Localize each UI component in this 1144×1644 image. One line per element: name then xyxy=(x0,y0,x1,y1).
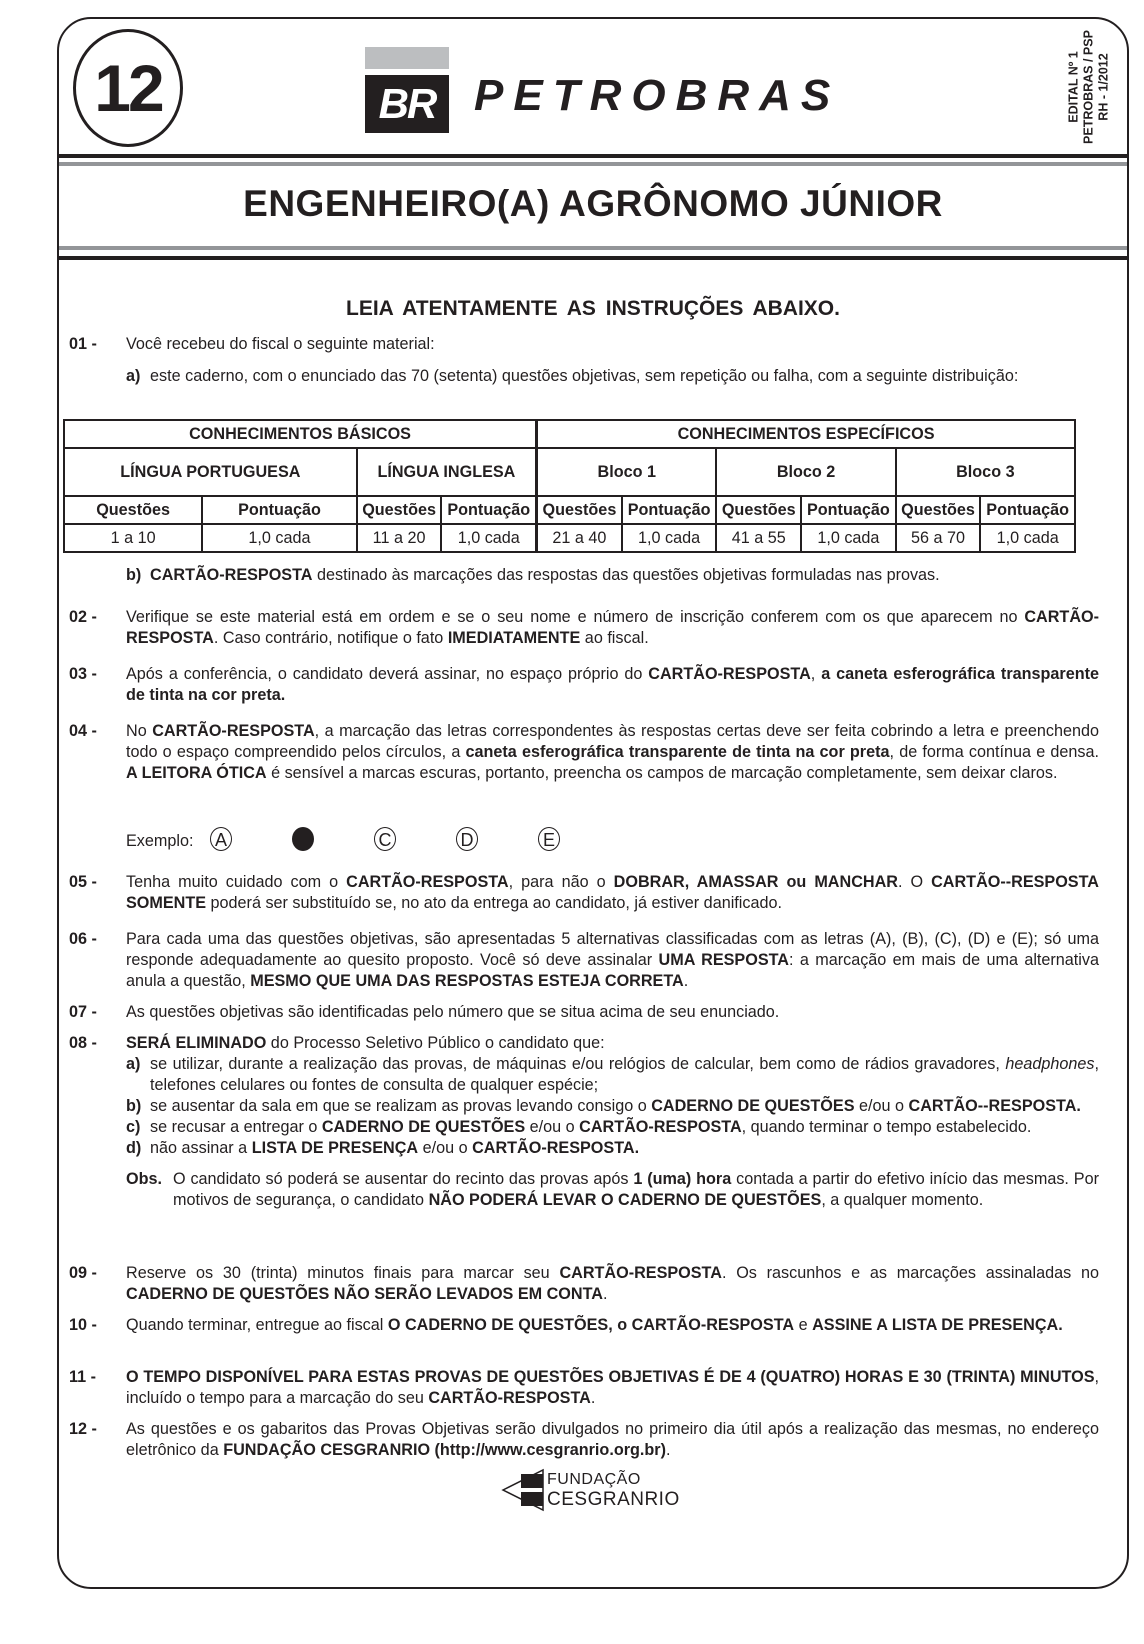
item-number: 12 - xyxy=(69,1420,97,1438)
text: , de forma contínua e densa. xyxy=(889,743,1099,761)
table-cell: 41 a 55 xyxy=(716,524,801,552)
group-header: CONHECIMENTOS BÁSICOS xyxy=(64,420,537,448)
sub-label: c) xyxy=(126,1118,141,1136)
text: Reserve os 30 (trinta) minutos finais para marcar seu xyxy=(126,1264,560,1282)
text: se recusar a entregar o xyxy=(150,1118,322,1136)
instruction-07 xyxy=(69,1002,1099,1023)
text: se ausentar da sala em que se realizam as provas levando consigo o xyxy=(150,1097,652,1115)
logo-grey-bar xyxy=(365,47,449,69)
col-header: Pontuação xyxy=(801,496,896,524)
option-b-filled-icon xyxy=(292,827,314,851)
bold-text: A LEITORA ÓTICA xyxy=(126,764,267,782)
instruction-08 xyxy=(69,1033,1099,1211)
instructions-heading: LEIA ATENTAMENTE AS INSTRUÇÕES ABAIXO. xyxy=(346,297,840,320)
obs-label: Obs. xyxy=(126,1170,162,1188)
text: , telefones celulares ou fontes de consulta de qualquer espécie; xyxy=(150,1055,1099,1094)
text: O candidato só poderá se ausentar do recinto das provas após xyxy=(173,1170,634,1188)
bold-text: LISTA DE PRESENÇA xyxy=(251,1139,419,1157)
text: . Os rascunhos e as marcações assinaladas no xyxy=(721,1264,1099,1282)
edital-line-3: RH - 1/2012 xyxy=(1096,53,1111,121)
bold-text: FUNDAÇÃO CESGRANRIO (http://www.cesgranrio.org.br) xyxy=(223,1441,666,1459)
item-number: 06 - xyxy=(69,930,97,948)
col-header: Questões xyxy=(64,496,202,524)
table-cell: 1,0 cada xyxy=(202,524,357,552)
option-c-icon: C xyxy=(374,827,396,851)
sub-label: a) xyxy=(126,367,141,385)
text: Após a conferência, o candidato deverá assinar, no espaço próprio do xyxy=(126,665,649,683)
sub-label: a) xyxy=(126,1055,141,1073)
text: Para cada uma das questões objetivas, são apresentadas 5 alternativas classificadas com as letras (A), (B), (C), (D) e (E); só uma responde adequadamente ao quesito proposto. Você só deve assinalar xyxy=(126,930,1099,969)
col-header: Pontuação xyxy=(980,496,1075,524)
text: . xyxy=(590,1389,596,1407)
page-title: ENGENHEIRO(A) AGRÔNOMO JÚNIOR xyxy=(243,183,943,224)
text: : a marcação em mais de uma alternativa anula a questão, xyxy=(126,951,1099,990)
bold-text: MESMO QUE UMA DAS RESPOSTAS ESTEJA CORRETA xyxy=(250,972,684,990)
instruction-06 xyxy=(69,929,1099,992)
text: e/ou o xyxy=(525,1118,580,1136)
bold-text: CARTÃO-RESPOSTA xyxy=(126,608,1099,647)
text: , xyxy=(810,665,822,683)
item-number: 01 - xyxy=(69,335,97,353)
col-header: Questões xyxy=(357,496,442,524)
option-d-icon: D xyxy=(456,827,478,851)
text: . xyxy=(665,1441,671,1459)
text: ao fiscal. xyxy=(580,629,649,647)
edital-line-2: PETROBRAS / PSP xyxy=(1081,30,1096,144)
petrobras-logo-icon xyxy=(365,47,449,133)
text: Quando terminar, entregue ao fiscal xyxy=(126,1316,388,1334)
table-cell: 11 a 20 xyxy=(357,524,442,552)
text: poderá ser substituído se, no ato da entrega ao candidato, já estiver danificado. xyxy=(206,894,782,912)
text: , a marcação das letras correspondentes às respostas certas deve ser feita cobrindo a letra e preenchendo todo o espaço compreendido pelos círculos, a xyxy=(126,722,1099,761)
item-number: 11 - xyxy=(69,1368,96,1386)
subject-header: Bloco 1 xyxy=(537,448,717,496)
italic-text: headphones xyxy=(1005,1055,1095,1073)
group-header: CONHECIMENTOS ESPECÍFICOS xyxy=(537,420,1075,448)
col-header: Pontuação xyxy=(622,496,717,524)
instruction-01 xyxy=(69,334,1099,387)
item-number: 02 - xyxy=(69,608,97,626)
table-cell: 1,0 cada xyxy=(801,524,896,552)
sub-text: este caderno, com o enunciado das 70 (setenta) questões objetivas, sem repetição ou falha, com a seguinte distribuição: xyxy=(150,367,1019,385)
bold-text: CARTÃO-RESPOSTA xyxy=(559,1264,722,1282)
col-header: Pontuação xyxy=(202,496,357,524)
text: . Caso contrário, notifique o fato xyxy=(213,629,448,647)
sub-label: b) xyxy=(126,1097,142,1115)
cesgranrio-logo xyxy=(501,1468,680,1516)
bold-text: ASSINE A LISTA DE PRESENÇA. xyxy=(812,1316,1063,1334)
item-text: Você recebeu do fiscal o seguinte material: xyxy=(126,335,435,353)
page-frame xyxy=(57,17,1129,1589)
col-header: Questões xyxy=(537,496,622,524)
answer-example xyxy=(126,827,626,855)
instruction-05 xyxy=(69,872,1099,914)
text: do Processo Seletivo Público o candidato que: xyxy=(266,1034,605,1052)
bold-text: DOBRAR, AMASSAR ou MANCHAR xyxy=(613,873,898,891)
bold-text: CADERNO DE QUESTÕES xyxy=(321,1118,526,1136)
bold-text: CADERNO DE QUESTÕES xyxy=(651,1097,855,1115)
footer-line-2: CESGRANRIO xyxy=(547,1489,680,1510)
instruction-02 xyxy=(69,607,1099,649)
caderno-number-badge xyxy=(73,29,183,147)
table-cell: 1 a 10 xyxy=(64,524,202,552)
bold-text: CARTÃO--RESPOSTA SOMENTE xyxy=(126,873,1099,912)
instruction-04 xyxy=(69,721,1099,784)
table-cell: 1,0 cada xyxy=(980,524,1075,552)
col-header: Questões xyxy=(716,496,801,524)
instruction-03 xyxy=(69,664,1099,706)
table-cell: 21 a 40 xyxy=(537,524,622,552)
col-header: Questões xyxy=(896,496,981,524)
bold-text: a caneta esferográfica transparente de tinta na cor preta. xyxy=(126,665,1099,704)
bold-text: CADERNO DE QUESTÕES NÃO SERÃO LEVADOS EM CONTA xyxy=(126,1285,603,1303)
edital-line-1: EDITAL Nº 1 xyxy=(1066,51,1081,123)
sub-label: d) xyxy=(126,1139,142,1157)
text: , quando terminar o tempo estabelecido. xyxy=(741,1118,1032,1136)
subject-header: LÍNGUA PORTUGUESA xyxy=(64,448,357,496)
text: , a qualquer momento. xyxy=(821,1191,984,1209)
bold-text: CARTÃO-RESPOSTA xyxy=(428,1389,591,1407)
item-number: 04 - xyxy=(69,722,97,740)
text: . xyxy=(602,1285,608,1303)
option-a-icon: A xyxy=(210,827,232,851)
bold-text: CARTÃO-RESPOSTA xyxy=(152,722,315,740)
subject-header: Bloco 2 xyxy=(716,448,895,496)
bold-text: CARTÃO-RESPOSTA. xyxy=(472,1139,640,1157)
instruction-01b xyxy=(69,565,1099,586)
bold-text: CARTÃO-RESPOSTA xyxy=(346,873,509,891)
item-number: 10 - xyxy=(69,1316,97,1334)
text: se utilizar, durante a realização das provas, de máquinas e/ou relógios de calcular, bem como de rádios gravadores, xyxy=(150,1055,1006,1073)
instruction-09 xyxy=(69,1263,1099,1305)
table-cell: 1,0 cada xyxy=(441,524,536,552)
text: Tenha muito cuidado com o xyxy=(126,873,347,891)
sub-label: b) xyxy=(126,566,142,584)
instruction-12 xyxy=(69,1419,1099,1461)
subject-header: LÍNGUA INGLESA xyxy=(357,448,537,496)
bold-text: O TEMPO DISPONÍVEL PARA ESTAS PROVAS DE QUESTÕES OBJETIVAS É DE 4 (QUATRO) HORAS E 30 (TRINTA) MINUTOS xyxy=(126,1368,1095,1386)
text: . O xyxy=(897,873,932,891)
cesgranrio-arrow-icon xyxy=(501,1468,545,1512)
table-cell: 1,0 cada xyxy=(622,524,717,552)
bold-text: caneta esferográfica transparente de tinta na cor preta xyxy=(465,743,890,761)
example-label: Exemplo: xyxy=(126,832,194,850)
text: No xyxy=(126,722,153,740)
bold-text: SERÁ ELIMINADO xyxy=(126,1034,267,1052)
bold-text: O CADERNO DE QUESTÕES, o CARTÃO-RESPOSTA xyxy=(387,1316,795,1334)
item-text: As questões objetivas são identificadas pelo número que se situa acima de seu enunciado. xyxy=(126,1003,780,1021)
footer-line-1: FUNDAÇÃO xyxy=(547,1471,641,1488)
item-number: 08 - xyxy=(69,1034,97,1052)
col-header: Pontuação xyxy=(441,496,536,524)
item-number: 05 - xyxy=(69,873,97,891)
bold-text: 1 (uma) hora xyxy=(633,1170,732,1188)
text: , incluído o tempo para a marcação do seu xyxy=(126,1368,1099,1407)
sub-text: destinado às marcações das respostas das questões objetivas formuladas nas provas. xyxy=(312,566,940,584)
text: não assinar a xyxy=(150,1139,252,1157)
divider xyxy=(59,162,1127,166)
text: é sensível a marcas escuras, portanto, preencha os campos de marcação completamente, sem deixar claros. xyxy=(266,764,1058,782)
edital-label xyxy=(1061,23,1117,151)
divider xyxy=(59,154,1127,158)
text: . xyxy=(683,972,689,990)
text: As questões e os gabaritos das Provas Objetivas serão divulgados no primeiro dia útil após a realização das mesmas, no endereço eletrônico da xyxy=(126,1420,1099,1459)
item-number: 03 - xyxy=(69,665,97,683)
bold-text: IMEDIATAMENTE xyxy=(447,629,581,647)
item-number: 09 - xyxy=(69,1264,97,1282)
subject-header: Bloco 3 xyxy=(896,448,1075,496)
text: Verifique se este material está em ordem e se o seu nome e número de inscrição conferem com os que aparecem no xyxy=(126,608,1025,626)
text: e/ou o xyxy=(418,1139,473,1157)
table-cell: 56 a 70 xyxy=(896,524,981,552)
brand-name: PETROBRAS xyxy=(474,71,841,120)
text: e/ou o xyxy=(854,1097,909,1115)
bold-text: CARTÃO-RESPOSTA xyxy=(150,566,313,584)
caderno-number: 12 xyxy=(94,51,162,125)
logo-br-mark xyxy=(365,75,449,133)
bold-text: CARTÃO--RESPOSTA. xyxy=(908,1097,1081,1115)
instruction-11 xyxy=(69,1367,1099,1409)
distribution-table xyxy=(63,419,1076,553)
text: contada a partir do efetivo início das mesmas. Por motivos de segurança, o candidato xyxy=(173,1170,1099,1209)
text: e xyxy=(794,1316,813,1334)
instruction-10 xyxy=(69,1315,1099,1336)
bold-text: NÃO PODERÁ LEVAR O CADERNO DE QUESTÕES xyxy=(428,1191,822,1209)
option-e-icon: E xyxy=(538,827,560,851)
bold-text: CARTÃO-RESPOSTA xyxy=(579,1118,742,1136)
header xyxy=(59,19,1127,162)
item-number: 07 - xyxy=(69,1003,97,1021)
logo-mark-text: BR xyxy=(378,80,436,127)
divider xyxy=(59,246,1127,250)
text: , para não o xyxy=(508,873,614,891)
divider xyxy=(59,256,1127,260)
bold-text: UMA RESPOSTA xyxy=(658,951,789,969)
bold-text: CARTÃO-RESPOSTA xyxy=(648,665,811,683)
